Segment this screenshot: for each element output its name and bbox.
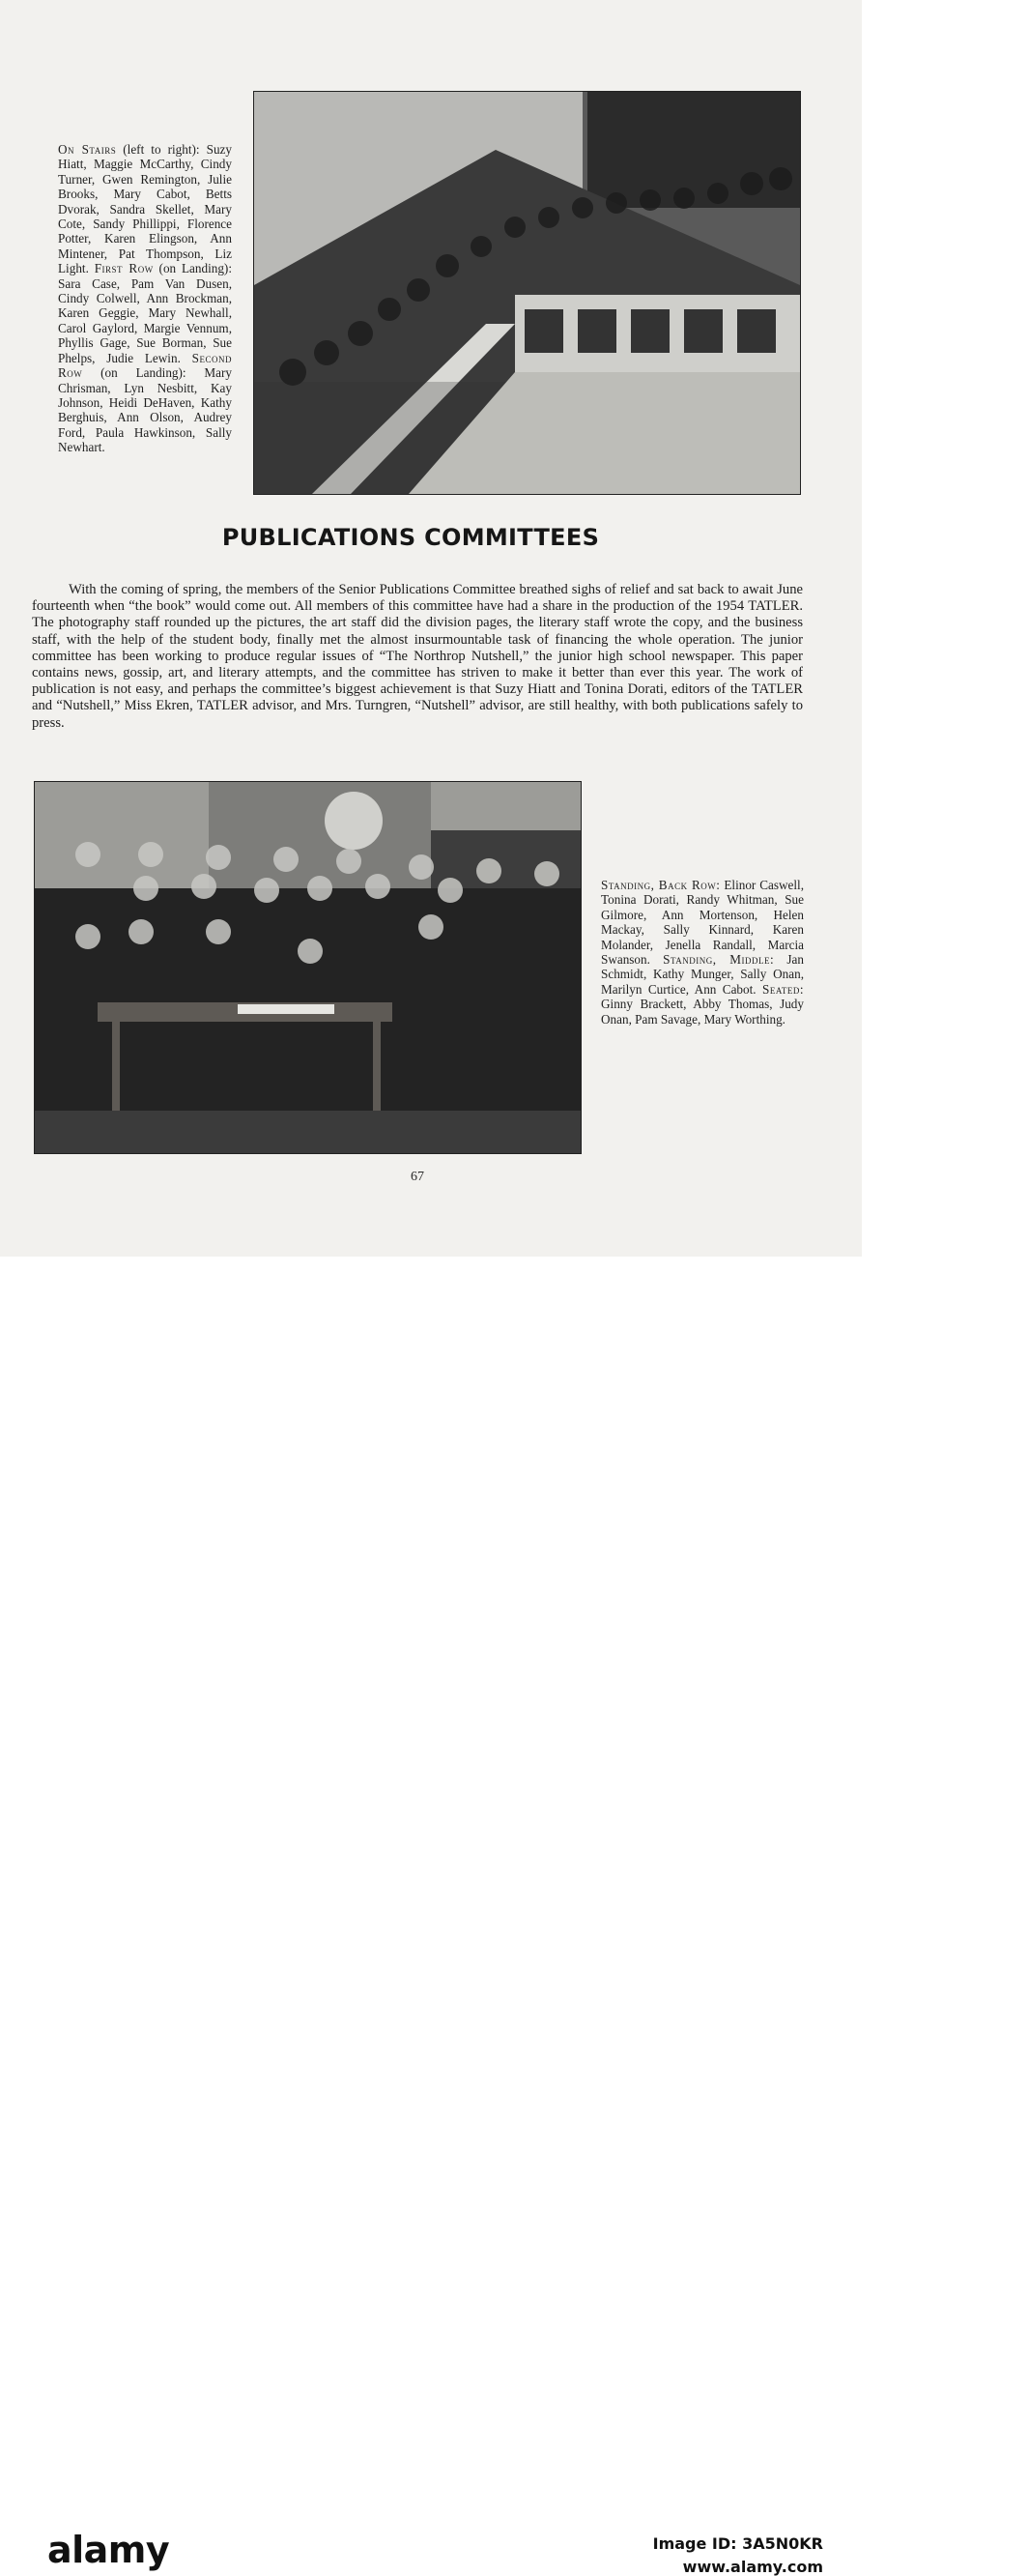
- caption-label-standing-back: Standing, Back Row:: [601, 878, 721, 892]
- committee-group-photo: [34, 781, 582, 1154]
- caption-names-on-stairs: (left to right): Suzy Hiatt, Maggie McCarthy, Cindy Turner, Gwen Remington, Julie Brooks, Mary Cabot, Betts Dvorak, Sandra Skellet, Mary Cote, Sandy Phillippi, Florence Potter, Karen Elingson, Ann Mintener, Pat Thompson, Liz Light.: [58, 142, 232, 276]
- caption-names-first-row: (on Landing): Sara Case, Pam Van Dusen, Cindy Colwell, Ann Brockman, Karen Geggie, Mary Newhall, Carol Gaylord, Margie Vennum, Phyllis Gage, Sue Borman, Sue Phelps, Judie Lewin.: [58, 261, 232, 365]
- yearbook-page: [0, 0, 1028, 1257]
- caption-names-second-row: (on Landing): Mary Chrisman, Lyn Nesbitt, Kay Johnson, Heidi DeHaven, Kathy Berghuis, Ann Olson, Audrey Ford, Paula Hawkinson, Sally Newhart.: [58, 365, 232, 455]
- stairs-photo-caption: [58, 142, 232, 455]
- caption-names-standing-middle: Jan Schmidt, Kathy Munger, Sally Onan, Marilyn Curtice, Ann Cabot.: [601, 952, 804, 997]
- caption-label-second-row: Second Row: [58, 350, 232, 381]
- caption-label-first-row: First Row: [94, 261, 154, 276]
- caption-names-standing-back: Elinor Caswell, Tonina Dorati, Randy Whitman, Sue Gilmore, Ann Mortenson, Helen Mackay, Sally Kinnard, Karen Molander, Jenella Randall, Marcia Swanson.: [601, 878, 804, 968]
- caption-label-on-stairs: On Stairs: [58, 142, 117, 157]
- stock-footer: [0, 1257, 862, 2576]
- caption-label-standing-middle: Standing, Middle:: [663, 952, 775, 968]
- stairs-group-photo: [253, 91, 1028, 495]
- stairs-photo-art: [254, 92, 800, 494]
- watermark-text: alamy: [917, 194, 1028, 233]
- caption-names-seated: Ginny Brackett, Abby Thomas, Judy Onan, Pam Savage, Mary Worthing.: [601, 997, 804, 1027]
- stock-url-link[interactable]: www.alamy.com: [682, 2558, 823, 2576]
- committee-photo-art: [35, 782, 581, 1153]
- page-number: 67: [411, 1170, 424, 1184]
- caption-label-seated: Seated:: [762, 981, 804, 997]
- image-id-label: Image ID: 3A5N0KR: [652, 2534, 823, 2553]
- body-paragraph: With the coming of spring, the members of the Senior Publications Committee breathed sighs of relief and sat back to await June fourteenth when “the book” would come out. All members of this committee have had a share in the production of the 1954 TATLER. The photography staff rounded up the pictures, the art staff did the division pages, the literary staff wrote the copy, and the business staff, with the help of the student body, finally met the almost insurmountable task of financing the whole operation. The junior committee has been working to produce regular issues of “The Northrop Nutshell,” the junior high school newspaper. This paper contains news, gossip, art, and literary attempts, and the committee has striven to make it better than ever this year. The work of publication is not easy, and perhaps the committee’s biggest achievement is that Suzy Hiatt and Tonina Dorati, editors of the TATLER and “Nutshell,” Miss Ekren, TATLER advisor, and Mrs. Turngren, “Nutshell” advisor, are still healthy, with both publications safely to press.: [32, 582, 803, 731]
- committee-photo-caption: [601, 878, 804, 1027]
- brand-logo-text: alamy: [47, 2529, 170, 2571]
- section-heading: PUBLICATIONS COMMITTEES: [221, 524, 600, 551]
